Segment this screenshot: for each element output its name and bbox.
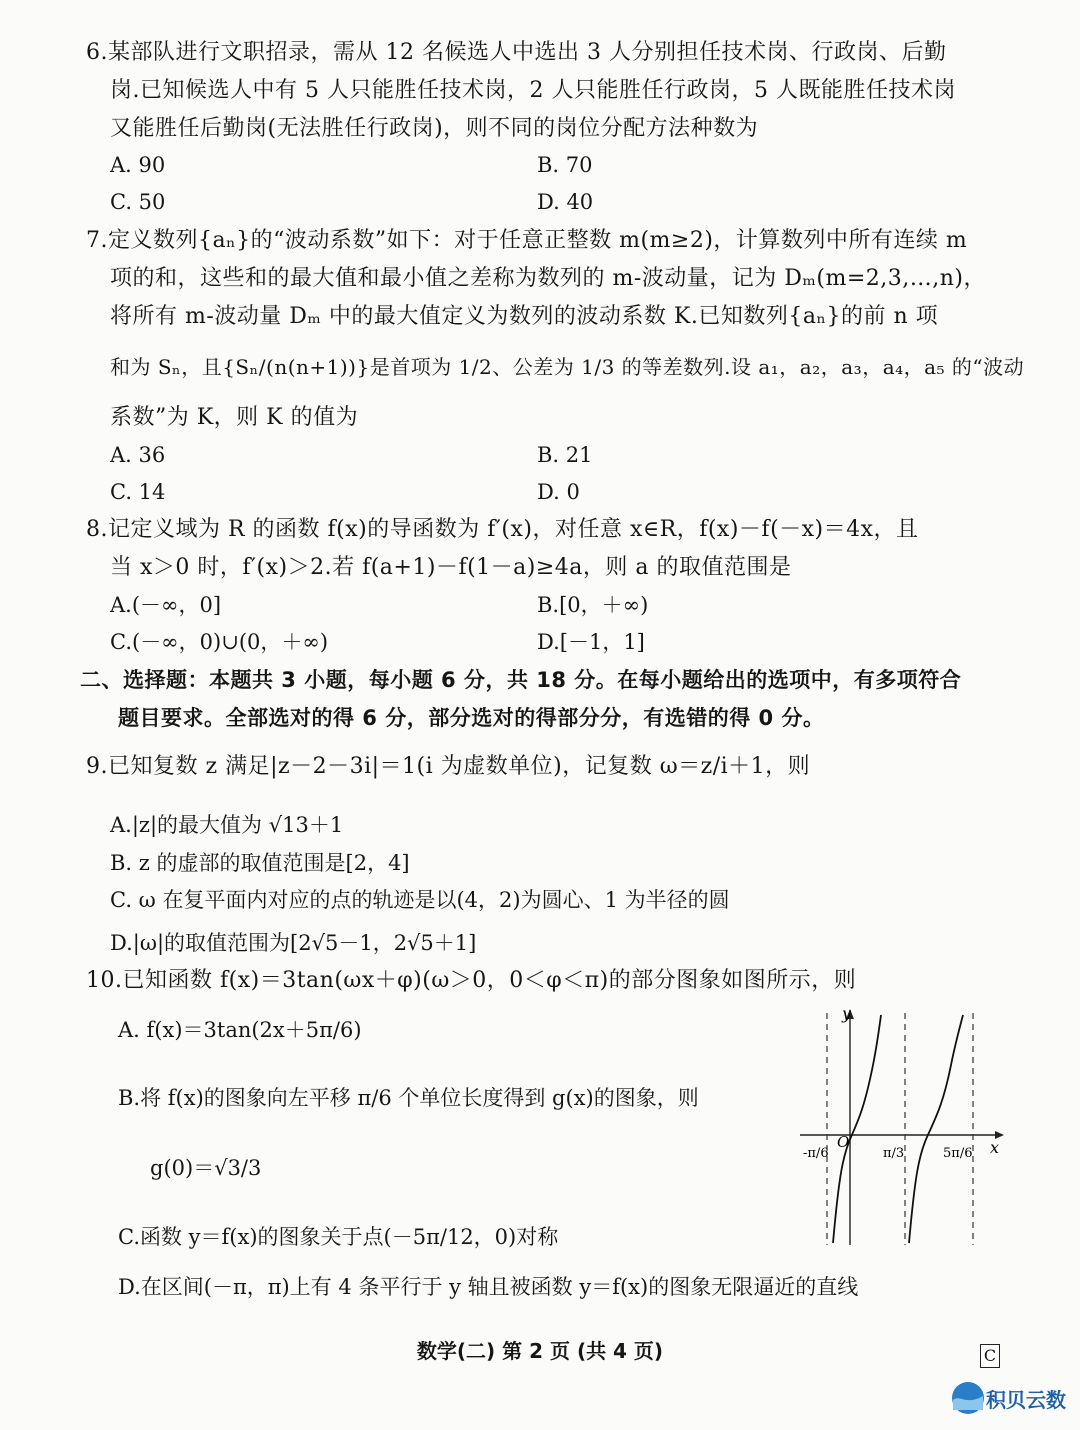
q7-option-a: A. 36: [110, 443, 166, 467]
q10-option-d: D.在区间(－π，π)上有 4 条平行于 y 轴且被函数 y＝f(x)的图象无限逼近的直线: [118, 1275, 859, 1299]
q6-option-b: B. 70: [537, 153, 593, 177]
watermark-corner-mark: C: [980, 1344, 1000, 1368]
q7-line-2: 项的和，这些和的最大值和最小值之差称为数列的 m-波动量，记为 Dₘ(m=2,3,…,n)，: [110, 266, 987, 291]
q10-option-b-cont: g(0)＝√3/3: [150, 1156, 262, 1180]
q8-option-b: B.[0，＋∞): [537, 593, 649, 617]
q10-stem: 10.已知函数 f(x)＝3tan(ωx＋φ)(ω＞0，0＜φ＜π)的部分图象如图所示，则: [86, 968, 857, 993]
q8-line-1: 8.记定义域为 R 的函数 f(x)的导函数为 f′(x)，对任意 x∈R，f(x)－f(－x)＝4x，且: [86, 517, 919, 542]
watermark-wave-icon: [950, 1380, 986, 1416]
q6-line-3: 又能胜任后勤岗(无法胜任行政岗)，则不同的岗位分配方法种数为: [110, 116, 759, 141]
q10-option-c: C.函数 y＝f(x)的图象关于点(－5π/12，0)对称: [118, 1225, 559, 1249]
page-footer: 数学(二) 第 2 页 (共 4 页): [416, 1339, 664, 1363]
origin-label: O: [837, 1133, 850, 1151]
q8-option-d: D.[－1，1]: [537, 630, 645, 654]
tick-label-pi-3: π/3: [883, 1146, 905, 1161]
q8-option-c: C.(－∞，0)∪(0，＋∞): [110, 630, 329, 654]
q8-line-2: 当 x＞0 时，f′(x)＞2.若 f(a+1)－f(1－a)≥4a，则 a 的取值范围是: [110, 555, 792, 580]
q6-option-c: C. 50: [110, 190, 166, 214]
q10-option-a: A. f(x)＝3tan(2x＋5π/6): [118, 1018, 362, 1042]
q7-option-b: B. 21: [537, 443, 593, 467]
tick-label-5pi-6: 5π/6: [943, 1146, 973, 1161]
q8-option-a: A.(－∞，0]: [110, 593, 222, 617]
tan-branch-1: [833, 1015, 881, 1243]
x-axis-label: x: [990, 1138, 1000, 1157]
q6-line-1: 6.某部队进行文职招录，需从 12 名候选人中选出 3 人分别担任技术岗、行政岗、后勤: [86, 40, 947, 65]
watermark-text: 积贝云数: [986, 1388, 1066, 1412]
q10-option-b: B.将 f(x)的图象向左平移 π/6 个单位长度得到 g(x)的图象，则: [118, 1086, 699, 1110]
q7-line-1: 7.定义数列{aₙ}的“波动系数”如下：对于任意正整数 m(m≥2)，计算数列中所有连续 m: [86, 228, 968, 253]
q9-option-b: B. z 的虚部的取值范围是[2，4]: [110, 851, 410, 875]
q7-option-d: D. 0: [537, 480, 580, 504]
tan-branch-2: [909, 1015, 963, 1243]
q9-option-c: C. ω 在复平面内对应的点的轨迹是以(4，2)为圆心、1 为半径的圆: [110, 888, 730, 912]
q9-stem: 9.已知复数 z 满足|z－2－3i|＝1(i 为虚数单位)，记复数 ω＝z/i＋1，则: [86, 754, 811, 779]
q9-option-d: D.|ω|的取值范围为[2√5－1，2√5＋1]: [110, 931, 477, 955]
q6-option-d: D. 40: [537, 190, 594, 214]
q9-option-a: A.|z|的最大值为 √13＋1: [110, 813, 344, 837]
tan-function-graph: [795, 1005, 1010, 1250]
watermark-logo: [950, 1346, 1075, 1418]
q7-option-c: C. 14: [110, 480, 166, 504]
tick-label-neg-pi-6: -π/6: [803, 1146, 829, 1161]
section2-line-2: 题目要求。全部选对的得 6 分，部分选对的得部分分，有选错的得 0 分。: [118, 706, 825, 730]
q7-line-5: 系数”为 K，则 K 的值为: [110, 405, 359, 430]
q7-line-4: 和为 Sₙ，且{Sₙ/(n(n+1))}是首项为 1/2、公差为 1/3 的等差数列.设 a₁，a₂，a₃，a₄，a₅ 的“波动: [110, 355, 1025, 379]
q7-line-3: 将所有 m-波动量 Dₘ 中的最大值定义为数列的波动系数 K.已知数列{aₙ}的前 n 项: [110, 304, 939, 329]
q6-line-2: 岗.已知候选人中有 5 人只能胜任技术岗，2 人只能胜任行政岗，5 人既能胜任技术岗: [110, 78, 956, 103]
y-axis-label: y: [842, 1005, 852, 1023]
q6-option-a: A. 90: [110, 153, 166, 177]
section2-line-1: 二、选择题：本题共 3 小题，每小题 6 分，共 18 分。在每小题给出的选项中，有多项符合: [80, 668, 962, 692]
